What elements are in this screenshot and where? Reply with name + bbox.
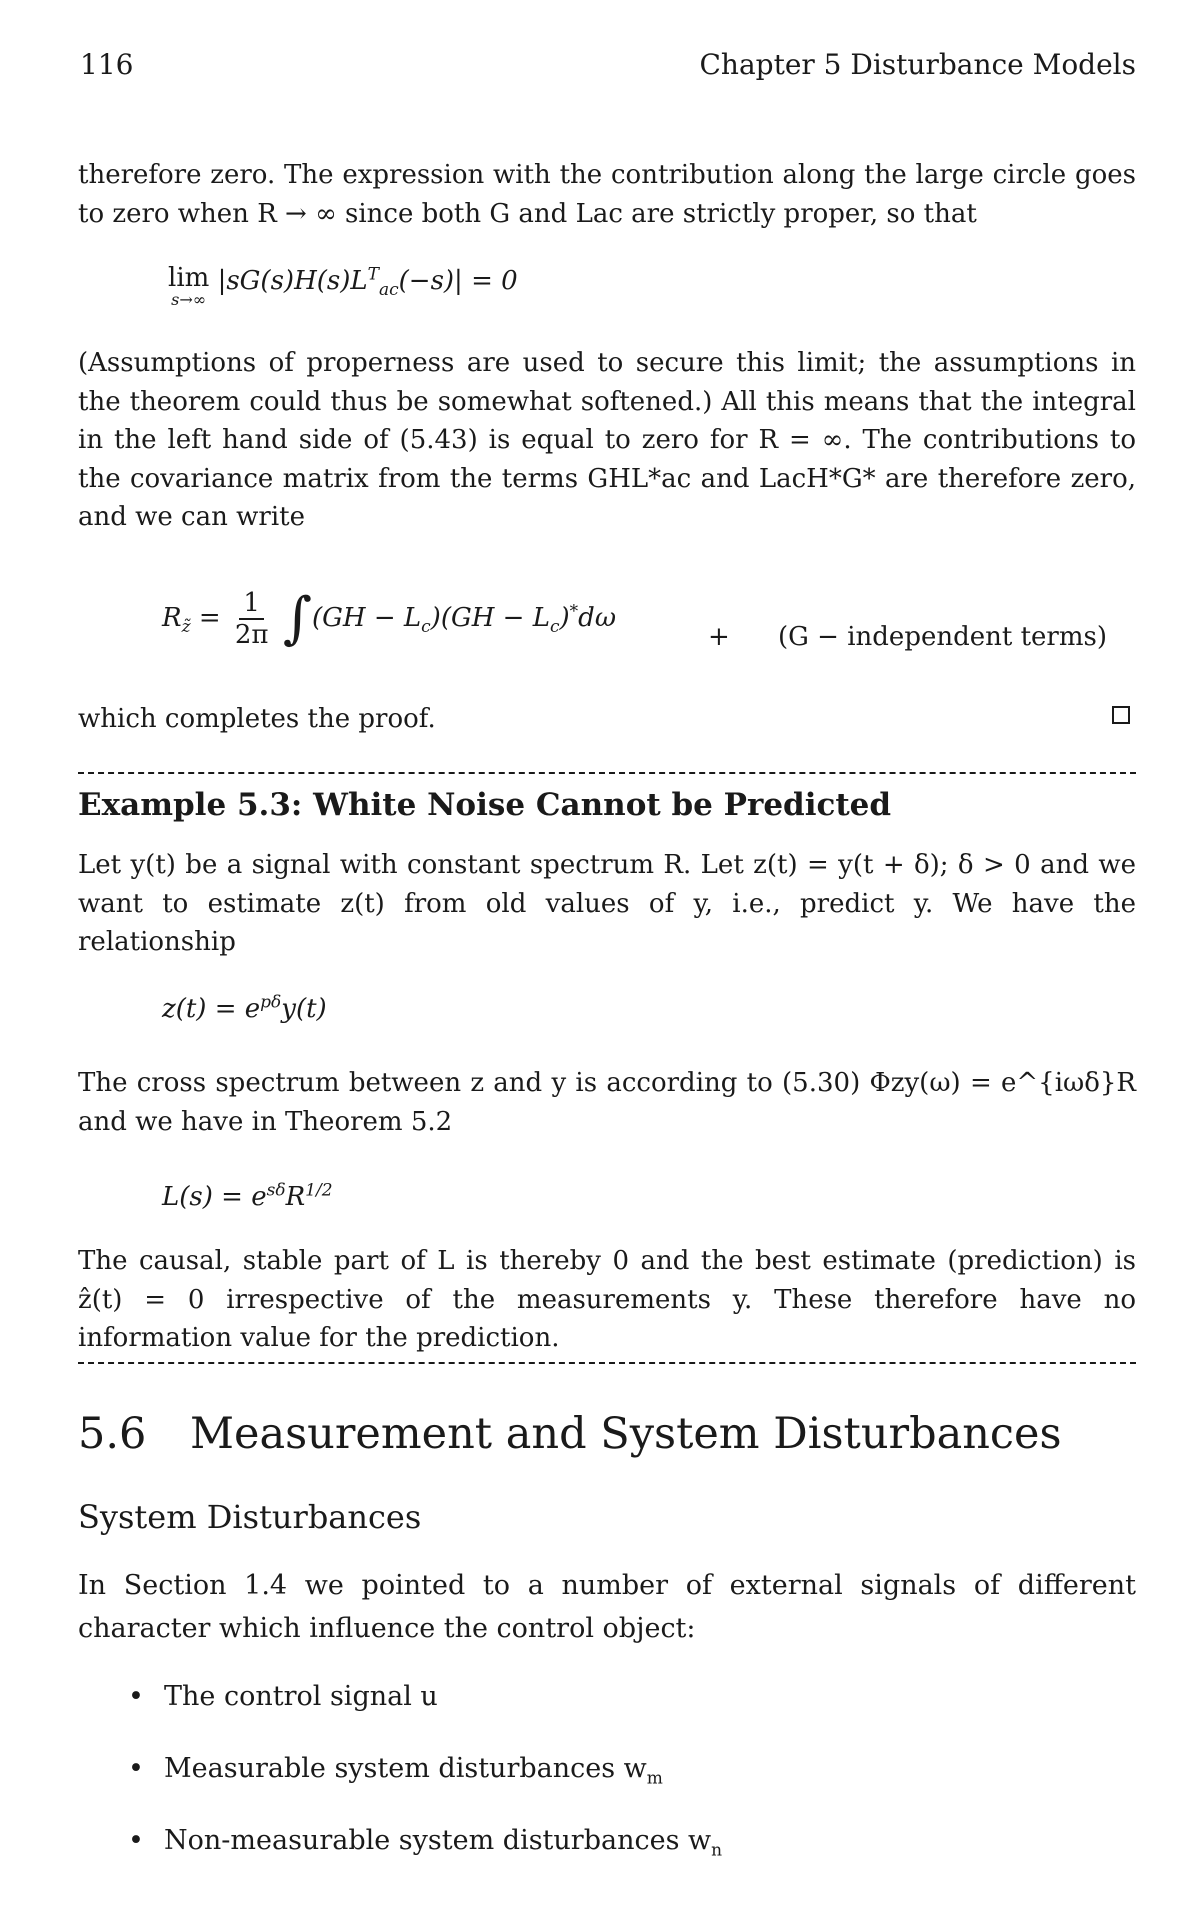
example-bottom-rule xyxy=(78,1362,1136,1364)
page-number: 116 xyxy=(80,48,134,81)
example-paragraph-2: The cross spectrum between z and y is according to (5.30) Φzy(ω) = e^{iωδ}R and we have in Theorem 5.2 xyxy=(78,1068,1136,1137)
section-title: Measurement and System Disturbances xyxy=(190,1409,1062,1459)
bullet-item: • The control signal u xyxy=(128,1681,438,1712)
integral-sign: ∫ xyxy=(282,586,312,651)
bullet-dot-icon: • xyxy=(128,1753,144,1784)
example-equation-1: $z(t) = e^{p\delta}y(t)$ xyxy=(162,992,327,1024)
fraction-one-over-two-pi: $\frac{1}{2\pi}$ xyxy=(234,588,269,650)
independent-terms: (G − independent terms) xyxy=(778,622,1107,652)
section-intro: In Section 1.4 we pointed to a number of external signals of different character which influence the control object: xyxy=(78,1570,1136,1644)
bullet-item: • Non-measurable system disturbances $w_n$ xyxy=(128,1825,723,1861)
proof-paragraph-2: (Assumptions of properness are used to secure this limit; the assumptions in the theorem could thus be somewhat softened.) All this means that the integral in the left hand side of (5.43) is equal to zero for R = ∞. The contributions to the covariance matrix from the terms GHL*ac and LacH*G* are therefore zero, and we can write xyxy=(78,348,1136,532)
example-top-rule xyxy=(78,772,1136,774)
example-equation-2: $L(s) = e^{s\delta}R^{1/2}$ xyxy=(162,1180,333,1212)
bullet-dot-icon: • xyxy=(128,1825,144,1856)
bullet-dot-icon: • xyxy=(128,1681,144,1712)
bullet-item: • Measurable system disturbances $w_m$ xyxy=(128,1753,663,1789)
proof-paragraph-1: therefore zero. The expression with the contribution along the large circle goes to zero when R → ∞ since both G and Lac are strictly proper, so that xyxy=(78,160,1136,229)
example-title: Example 5.3: White Noise Cannot be Predicted xyxy=(78,787,892,823)
example-paragraph-1: Let y(t) be a signal with constant spectrum R. Let z(t) = y(t + δ); δ > 0 and we want to estimate z(t) from old values of y, i.e., predict y. We have the relationship xyxy=(78,850,1136,957)
section-number: 5.6 xyxy=(78,1409,147,1459)
covariance-plus: + xyxy=(708,622,730,652)
proof-closing: which completes the proof. xyxy=(78,704,436,734)
covariance-equation: $R_{z̃}$ = $\frac{1}{2\pi}$ $\int(GH - L_c)(GH - L_c)^*d\omega$ xyxy=(162,586,617,651)
subsection-heading: System Disturbances xyxy=(78,1498,422,1536)
limit-equation: lim s→∞ $|sG(s)H(s)L^T_{ac}(-s)| = 0$ xyxy=(168,263,518,309)
qed-square-icon xyxy=(1112,706,1130,724)
example-paragraph-3: The causal, stable part of L is thereby 0 and the best estimate (prediction) is ẑ(t) = 0 irrespective of the measurements y. These therefore have no information value for the prediction. xyxy=(78,1246,1136,1353)
section-heading xyxy=(78,1408,1062,1460)
limit-operator: lim s→∞ xyxy=(168,263,210,309)
chapter-header: Chapter 5 Disturbance Models xyxy=(699,48,1136,81)
